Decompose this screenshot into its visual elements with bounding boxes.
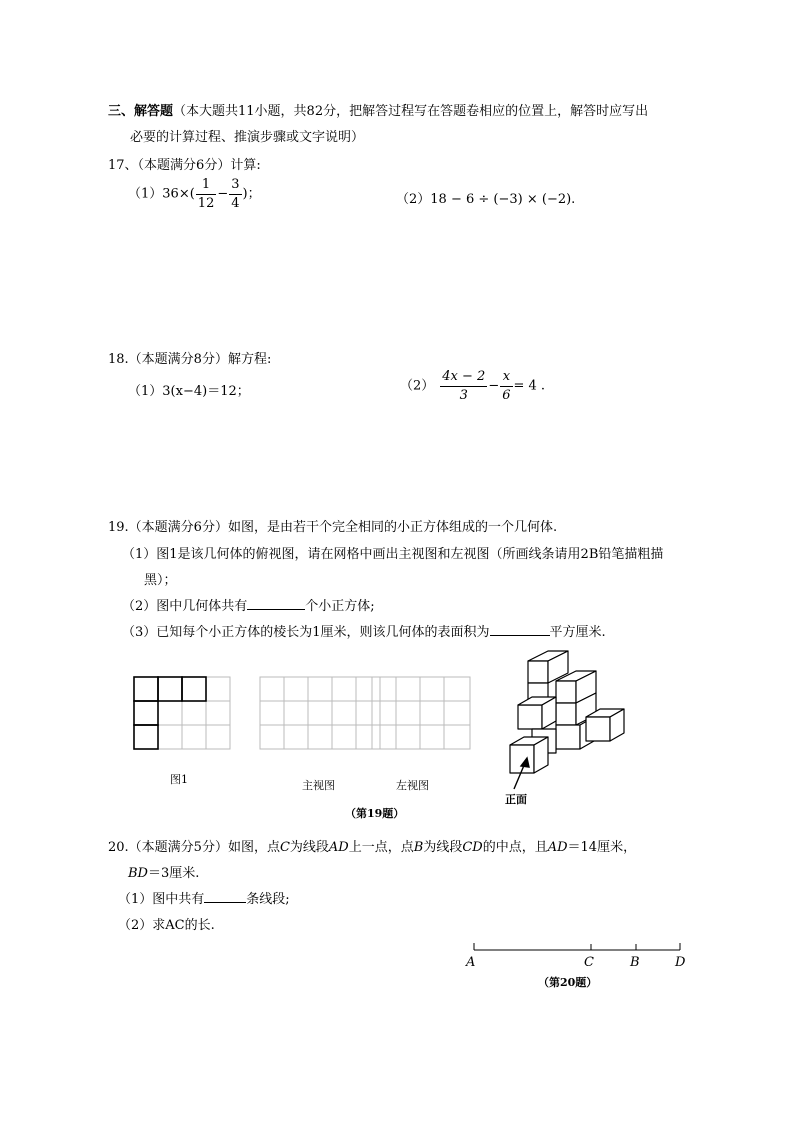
q20-point-b: B <box>413 840 424 855</box>
q17-part1-label: （1） <box>128 186 163 202</box>
q20-line-figure <box>460 932 700 992</box>
section-desc-line1: （本大题共11小题，共82分，把解答过程写在答题卷相应的位置上，解答时应写出 <box>173 104 649 119</box>
q20-point-c: C <box>279 840 290 855</box>
point-a-label: A <box>466 955 476 970</box>
q20-text-g: ＝3厘米. <box>147 866 200 881</box>
point-b-label: B <box>630 955 640 970</box>
q18-part2-minus: − <box>488 378 500 394</box>
q17-fraction-1 <box>196 176 217 213</box>
q20-part1-text-a: （1）图中共有 <box>118 892 205 907</box>
q17-fraction-2-num: 3 <box>229 176 241 195</box>
q17-part2-label: （2） <box>396 192 431 207</box>
q18-fraction-1-den: 3 <box>459 388 468 403</box>
q20-segment-bd: BD <box>128 866 148 881</box>
q18-fraction-1-num: 4x − 2 <box>440 368 487 387</box>
q18-part1 <box>128 380 250 399</box>
left-view-grid <box>372 677 470 749</box>
q17-part2 <box>396 188 575 207</box>
q17-heading: 17、（本题满分6分）计算: <box>108 158 261 173</box>
q19-caption: （第19题） <box>345 807 405 820</box>
section-title: 三、解答题 <box>108 104 174 119</box>
q18-fraction-2-num: x <box>500 368 512 387</box>
q19-part1-line2: 黑）； <box>144 573 177 588</box>
q20-caption: （第20题） <box>538 976 598 989</box>
q18-part1-label: （1） <box>128 384 163 399</box>
q20-text-c: 上一点，点 <box>348 840 414 855</box>
left-view-label: 左视图 <box>396 779 429 792</box>
q17-part1 <box>128 176 261 213</box>
q17-fraction-2-den: 4 <box>231 196 240 211</box>
point-c-label: C <box>584 955 594 970</box>
top-view-filled-squares <box>134 677 206 749</box>
section-header <box>108 100 648 119</box>
q17-fraction-1-den: 12 <box>197 196 215 211</box>
q19-part1-line1: （1）图1是该几何体的俯视图，请在网格中画出主视图和左视图（所画线条请用2B铅笔描粗描 <box>122 547 664 562</box>
front-view-label: 主视图 <box>302 779 335 792</box>
q20-text-d: 为线段 <box>423 840 463 855</box>
q18-heading: 18.（本题满分8分）解方程: <box>108 352 272 367</box>
q19-part2-text-a: （2）图中几何体共有 <box>122 599 248 614</box>
q20-part1 <box>118 888 290 907</box>
q18-part2-end: = 4 . <box>513 378 546 394</box>
q19-part2-text-b: 个小正方体; <box>305 599 375 614</box>
q19-figure <box>120 645 640 825</box>
q17-part1-expr-a: 36×( <box>162 186 195 202</box>
q18-fraction-1 <box>440 368 487 405</box>
q17-part2-expr: 18 − 6 ÷ (−3) × (−2). <box>430 192 576 207</box>
q18-fraction-2-den: 6 <box>502 388 511 403</box>
q20-segment-cd: CD <box>462 840 483 855</box>
q17-part1-end: )； <box>242 186 261 202</box>
q17-fraction-2 <box>229 176 241 213</box>
front-face-label: 正面 <box>505 793 527 806</box>
q20-part2: （2）求AC的长. <box>118 918 215 933</box>
q18-part2-label: （2） <box>400 378 435 394</box>
q19-part3-text-b: 平方厘米. <box>549 625 606 640</box>
section-desc-line2: 必要的计算过程、推演步骤或文字说明） <box>130 130 365 145</box>
q20-text-f: ＝14厘米， <box>567 840 637 855</box>
q17-part1-minus: − <box>217 186 229 202</box>
q20-text-b: 为线段 <box>289 840 329 855</box>
q19-part2 <box>122 595 375 614</box>
q19-heading: 19.（本题满分6分）如图，是由若干个完全相同的小正方体组成的一个几何体. <box>108 520 558 535</box>
q19-part3-text-a: （3）已知每个小正方体的棱长为1厘米，则该几何体的表面积为 <box>122 625 490 640</box>
q18-fraction-2 <box>500 368 512 405</box>
q19-part2-blank <box>247 597 305 610</box>
q20-text-a: 20.（本题满分5分）如图，点 <box>108 840 280 855</box>
segment-ad-line <box>474 943 680 950</box>
q18-part2 <box>400 368 545 405</box>
q19-part3-blank <box>490 623 550 636</box>
q17-fraction-1-num: 1 <box>196 176 217 195</box>
cube-solid <box>510 651 624 773</box>
q20-part1-text-b: 条线段; <box>246 892 290 907</box>
q20-segment-ad: AD <box>328 840 349 855</box>
q20-part1-blank <box>204 890 246 903</box>
q20-text-e: 的中点，且 <box>482 840 548 855</box>
front-view-grid <box>260 677 380 749</box>
q20-segment-ad-2: AD <box>547 840 568 855</box>
fig1-label: 图1 <box>170 773 188 786</box>
q19-part3 <box>122 621 606 640</box>
point-d-label: D <box>675 955 686 970</box>
q20-heading-line2 <box>128 862 199 881</box>
q20-heading-line1 <box>108 836 636 855</box>
q18-part1-expr: 3(x−4)＝12； <box>162 384 250 399</box>
